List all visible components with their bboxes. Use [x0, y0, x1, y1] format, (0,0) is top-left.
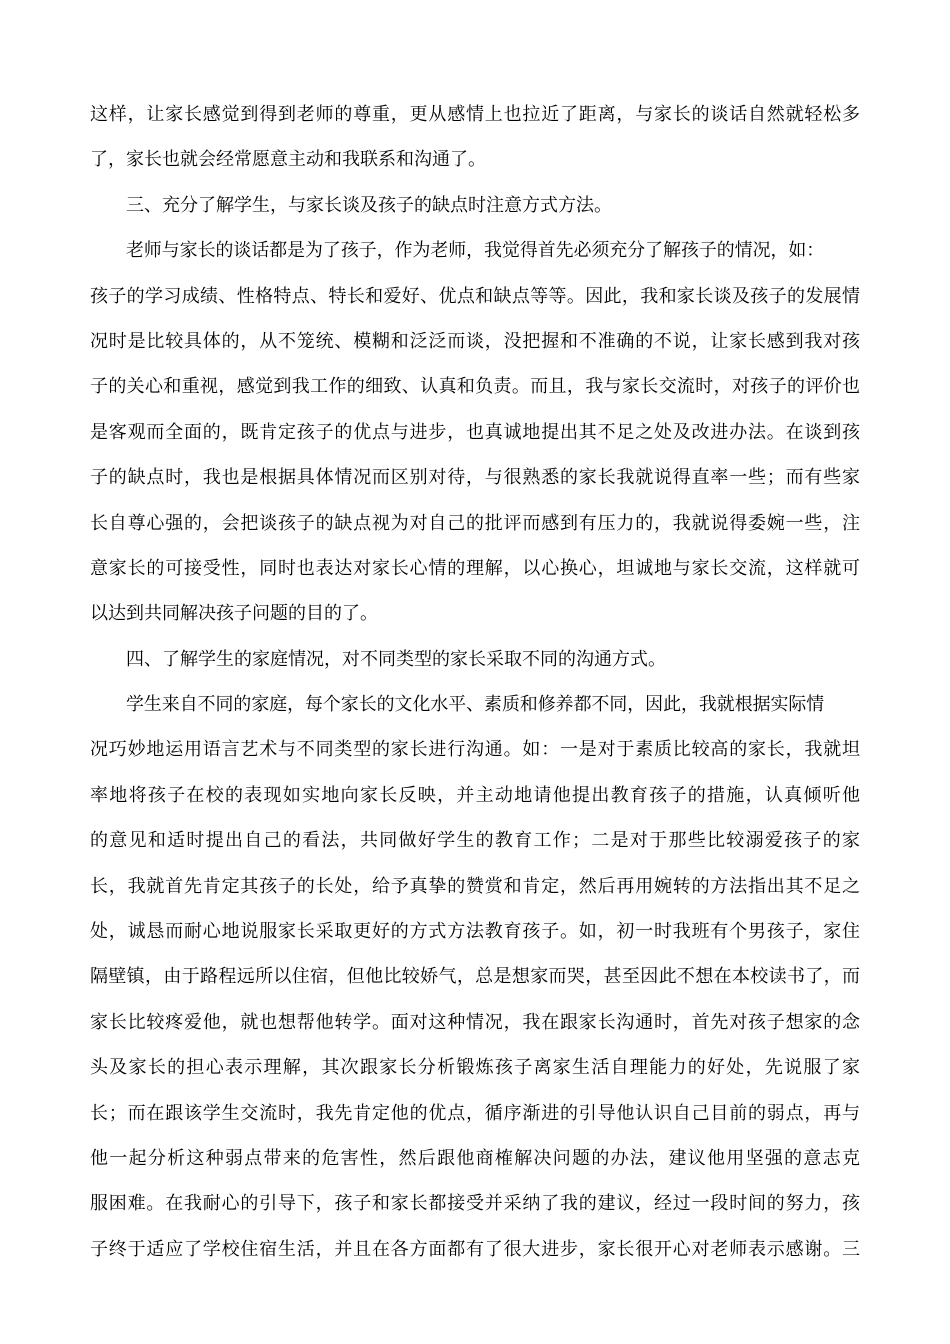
text-line: 服困难。在我耐心的引导下，孩子和家长都接受并采纳了我的建议，经过一段时间的努力，孩	[90, 1193, 860, 1215]
text-line: 孩子的学习成绩、性格特点、特长和爱好、优点和缺点等等。因此，我和家长谈及孩子的发展情	[90, 285, 860, 307]
text-line: 处，诚恳而耐心地说服家长采取更好的方式方法教育孩子。如，初一时我班有个男孩子，家住	[90, 921, 860, 943]
text-line: 是客观而全面的，既肯定孩子的优点与进步，也真诚地提出其不足之处及改进办法。在谈到孩	[90, 421, 860, 443]
text-line: 以达到共同解决孩子问题的目的了。	[90, 603, 378, 625]
text-line: 长；而在跟该学生交流时，我先肯定他的优点，循序渐进的引导他认识自己目前的弱点，再与	[90, 1102, 860, 1124]
text-line: 学生来自不同的家庭，每个家长的文化水平、素质和修养都不同，因此，我就根据实际情	[126, 694, 825, 716]
text-line: 这样，让家长感觉到得到老师的尊重，更从感情上也拉近了距离，与家长的谈话自然就轻松多	[90, 104, 860, 125]
text-line: 长自尊心强的，会把谈孩子的缺点视为对自己的批评而感到有压力的，我就说得委婉一些，注	[90, 512, 860, 534]
text-line: 意家长的可接受性，同时也表达对家长心情的理解，以心换心，坦诚地与家长交流，这样就可	[90, 557, 860, 579]
text-line: 老师与家长的谈话都是为了孩子，作为老师，我觉得首先必须充分了解孩子的情况，如：	[126, 240, 825, 262]
text-line: 隔壁镇，由于路程远所以住宿，但他比较娇气，总是想家而哭，甚至因此不想在本校读书了，而	[90, 966, 860, 988]
text-line: 三、充分了解学生，与家长谈及孩子的缺点时注意方式方法。	[126, 194, 612, 216]
document-body	[90, 92, 860, 1272]
text-line: 子的关心和重视，感觉到我工作的细致、认真和负责。而且，我与家长交流时，对孩子的评价也	[90, 376, 860, 398]
text-line: 况巧妙地运用语言艺术与不同类型的家长进行沟通。如：一是对于素质比较高的家长，我就坦	[90, 739, 860, 761]
text-line: 四、了解学生的家庭情况，对不同类型的家长采取不同的沟通方式。	[126, 648, 666, 670]
text-line: 了，家长也就会经常愿意主动和我联系和沟通了。	[90, 149, 486, 171]
text-line: 家长比较疼爱他，就也想帮他转学。面对这种情况，我在跟家长沟通时，首先对孩子想家的念	[90, 1011, 860, 1033]
text-line: 况时是比较具体的，从不笼统、模糊和泛泛而谈，没把握和不准确的不说，让家长感到我对孩	[90, 330, 860, 352]
text-line: 子终于适应了学校住宿生活，并且在各方面都有了很大进步，家长很开心对老师表示感谢。三	[90, 1238, 860, 1260]
text-line: 子的缺点时，我也是根据具体情况而区别对待，与很熟悉的家长我就说得直率一些；而有些家	[90, 467, 860, 489]
text-line: 率地将孩子在校的表现如实地向家长反映，并主动地请他提出教育孩子的措施，认真倾听他	[90, 784, 860, 806]
text-line: 的意见和适时提出自己的看法，共同做好学生的教育工作；二是对于那些比较溺爱孩子的家	[90, 830, 860, 852]
text-line: 头及家长的担心表示理解，其次跟家长分析锻炼孩子离家生活自理能力的好处，先说服了家	[90, 1057, 860, 1079]
text-line: 长，我就首先肯定其孩子的长处，给予真挚的赞赏和肯定，然后再用婉转的方法指出其不足之	[90, 875, 860, 897]
text-line: 他一起分析这种弱点带来的危害性，然后跟他商榷解决问题的办法，建议他用坚强的意志克	[90, 1147, 860, 1169]
